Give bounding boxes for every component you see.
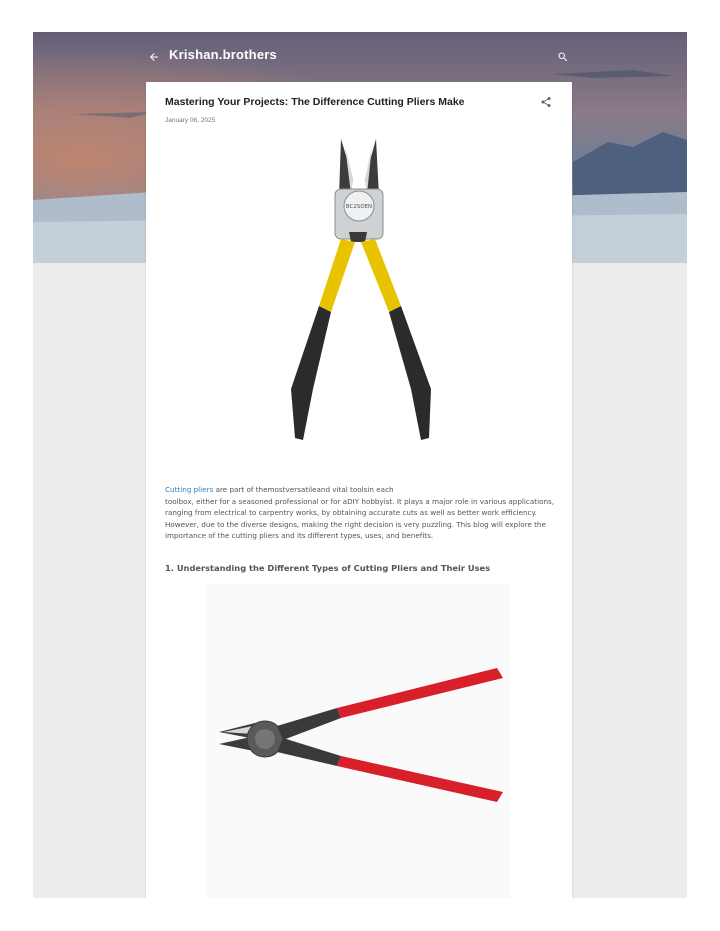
share-icon — [540, 96, 552, 108]
red-cutting-pliers-image — [207, 584, 511, 898]
arrow-left-icon — [148, 51, 160, 63]
page-viewport — [33, 32, 687, 898]
post-card — [146, 82, 572, 898]
top-app-bar — [33, 32, 687, 82]
share-button[interactable] — [540, 95, 554, 109]
search-icon — [557, 51, 569, 63]
intro-text: toolbox, either for a seasoned professional or for aDIY hobbyist. It plays a major role in various applications, ranging from electrical to carpentry works, by obtaining accurate cuts as well as better work efficiency. However, due to the diverse designs, making the right decision is very puzzling. This blog will explore the importance of the cutting pliers and its different types, uses, and benefits. — [165, 496, 555, 540]
blog-title[interactable]: Krishan.brothers — [169, 47, 277, 62]
post-date: January 06, 2025 — [165, 117, 216, 124]
section-1-heading: 1. Understanding the Different Types of Cutting Pliers and Their Uses — [165, 563, 491, 573]
post-title: Mastering Your Projects: The Difference Cutting Pliers Make — [165, 96, 465, 108]
pliers-brand-logo: BC2SDEN — [345, 204, 373, 210]
search-button[interactable] — [557, 48, 575, 66]
cutting-pliers-link[interactable]: Cutting pliers — [165, 485, 214, 494]
post-intro-paragraph — [165, 484, 557, 542]
intro-line-1: are part of themostversatileand vital toolsin each — [213, 485, 394, 494]
yellow-cutting-pliers-image — [261, 134, 456, 452]
back-button[interactable] — [145, 48, 163, 66]
